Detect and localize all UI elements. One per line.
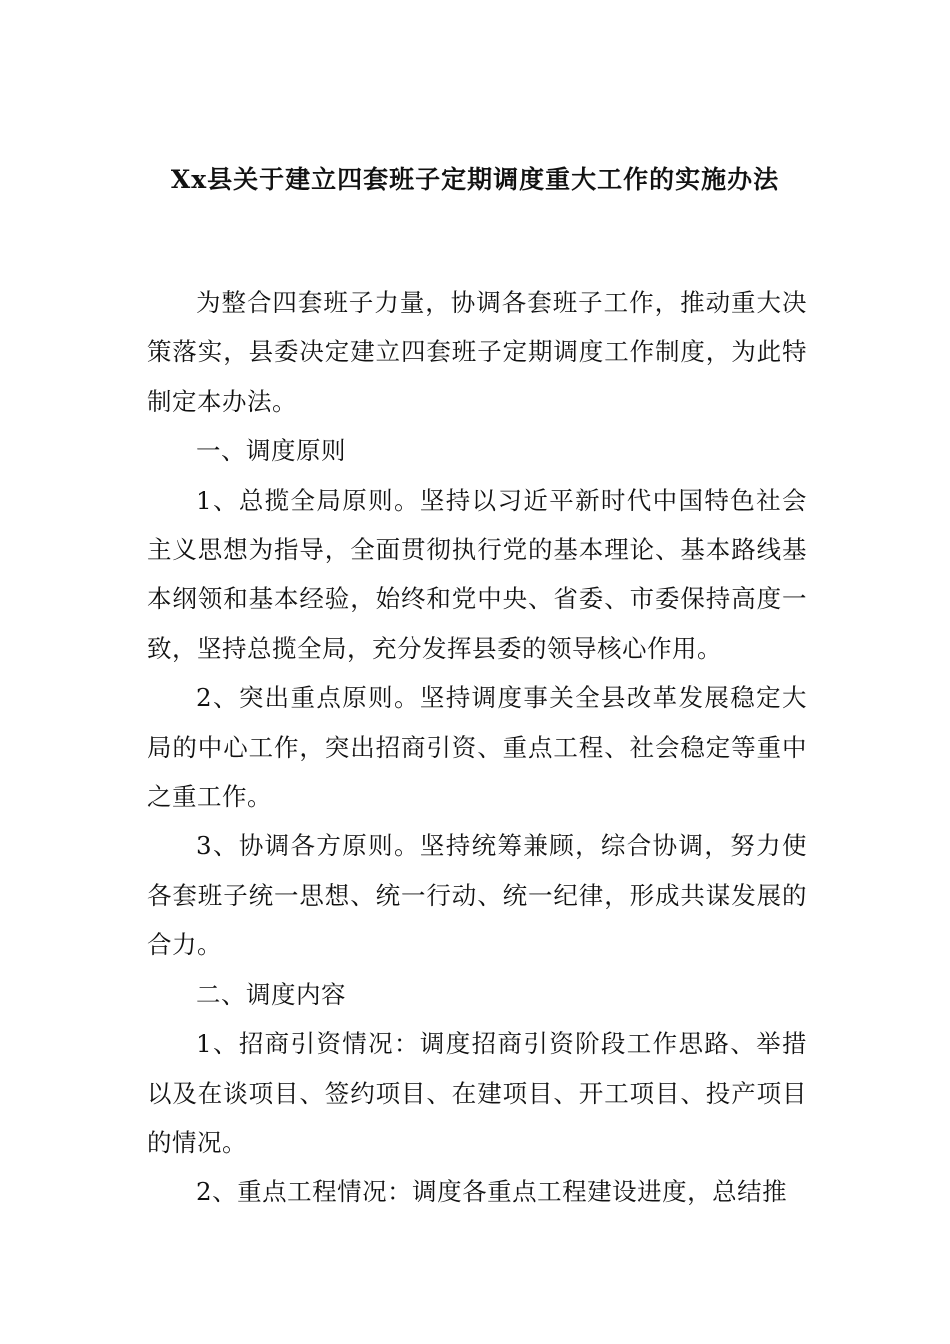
document-body [147, 278, 807, 1217]
document-title: Xx县关于建立四套班子定期调度重大工作的实施办法 [170, 165, 780, 194]
paragraph-principle-3: 3、协调各方原则。坚持统筹兼顾，综合协调，努力使各套班子统一思想、统一行动、统一纪律，形成共谋发展的合力。 [147, 831, 807, 960]
paragraph-content-2: 2、重点工程情况：调度各重点工程建设进度，总结推 [196, 1177, 788, 1207]
paragraph-content-1: 1、招商引资情况：调度招商引资阶段工作思路、举措以及在谈项目、签约项目、在建项目、开工项目、投产项目的情况。 [147, 1029, 807, 1157]
paragraph-intro: 为整合四套班子力量，协调各套班子工作，推动重大决策落实，县委决定建立四套班子定期调度工作制度，为此特制定本办法。 [147, 288, 807, 416]
paragraph-principle-1: 1、总揽全局原则。坚持以习近平新时代中国特色社会主义思想为指导，全面贯彻执行党的基本理论、基本路线基本纲领和基本经验，始终和党中央、省委、市委保持高度一致，坚持总揽全局，充分发挥县委的领导核心作用。 [147, 485, 807, 663]
section-heading-principles: 一、调度原则 [196, 436, 346, 466]
section-heading-content: 二、调度内容 [196, 979, 346, 1009]
paragraph-principle-2: 2、突出重点原则。坚持调度事关全县改革发展稳定大局的中心工作，突出招商引资、重点工程、社会稳定等重中之重工作。 [147, 683, 807, 812]
